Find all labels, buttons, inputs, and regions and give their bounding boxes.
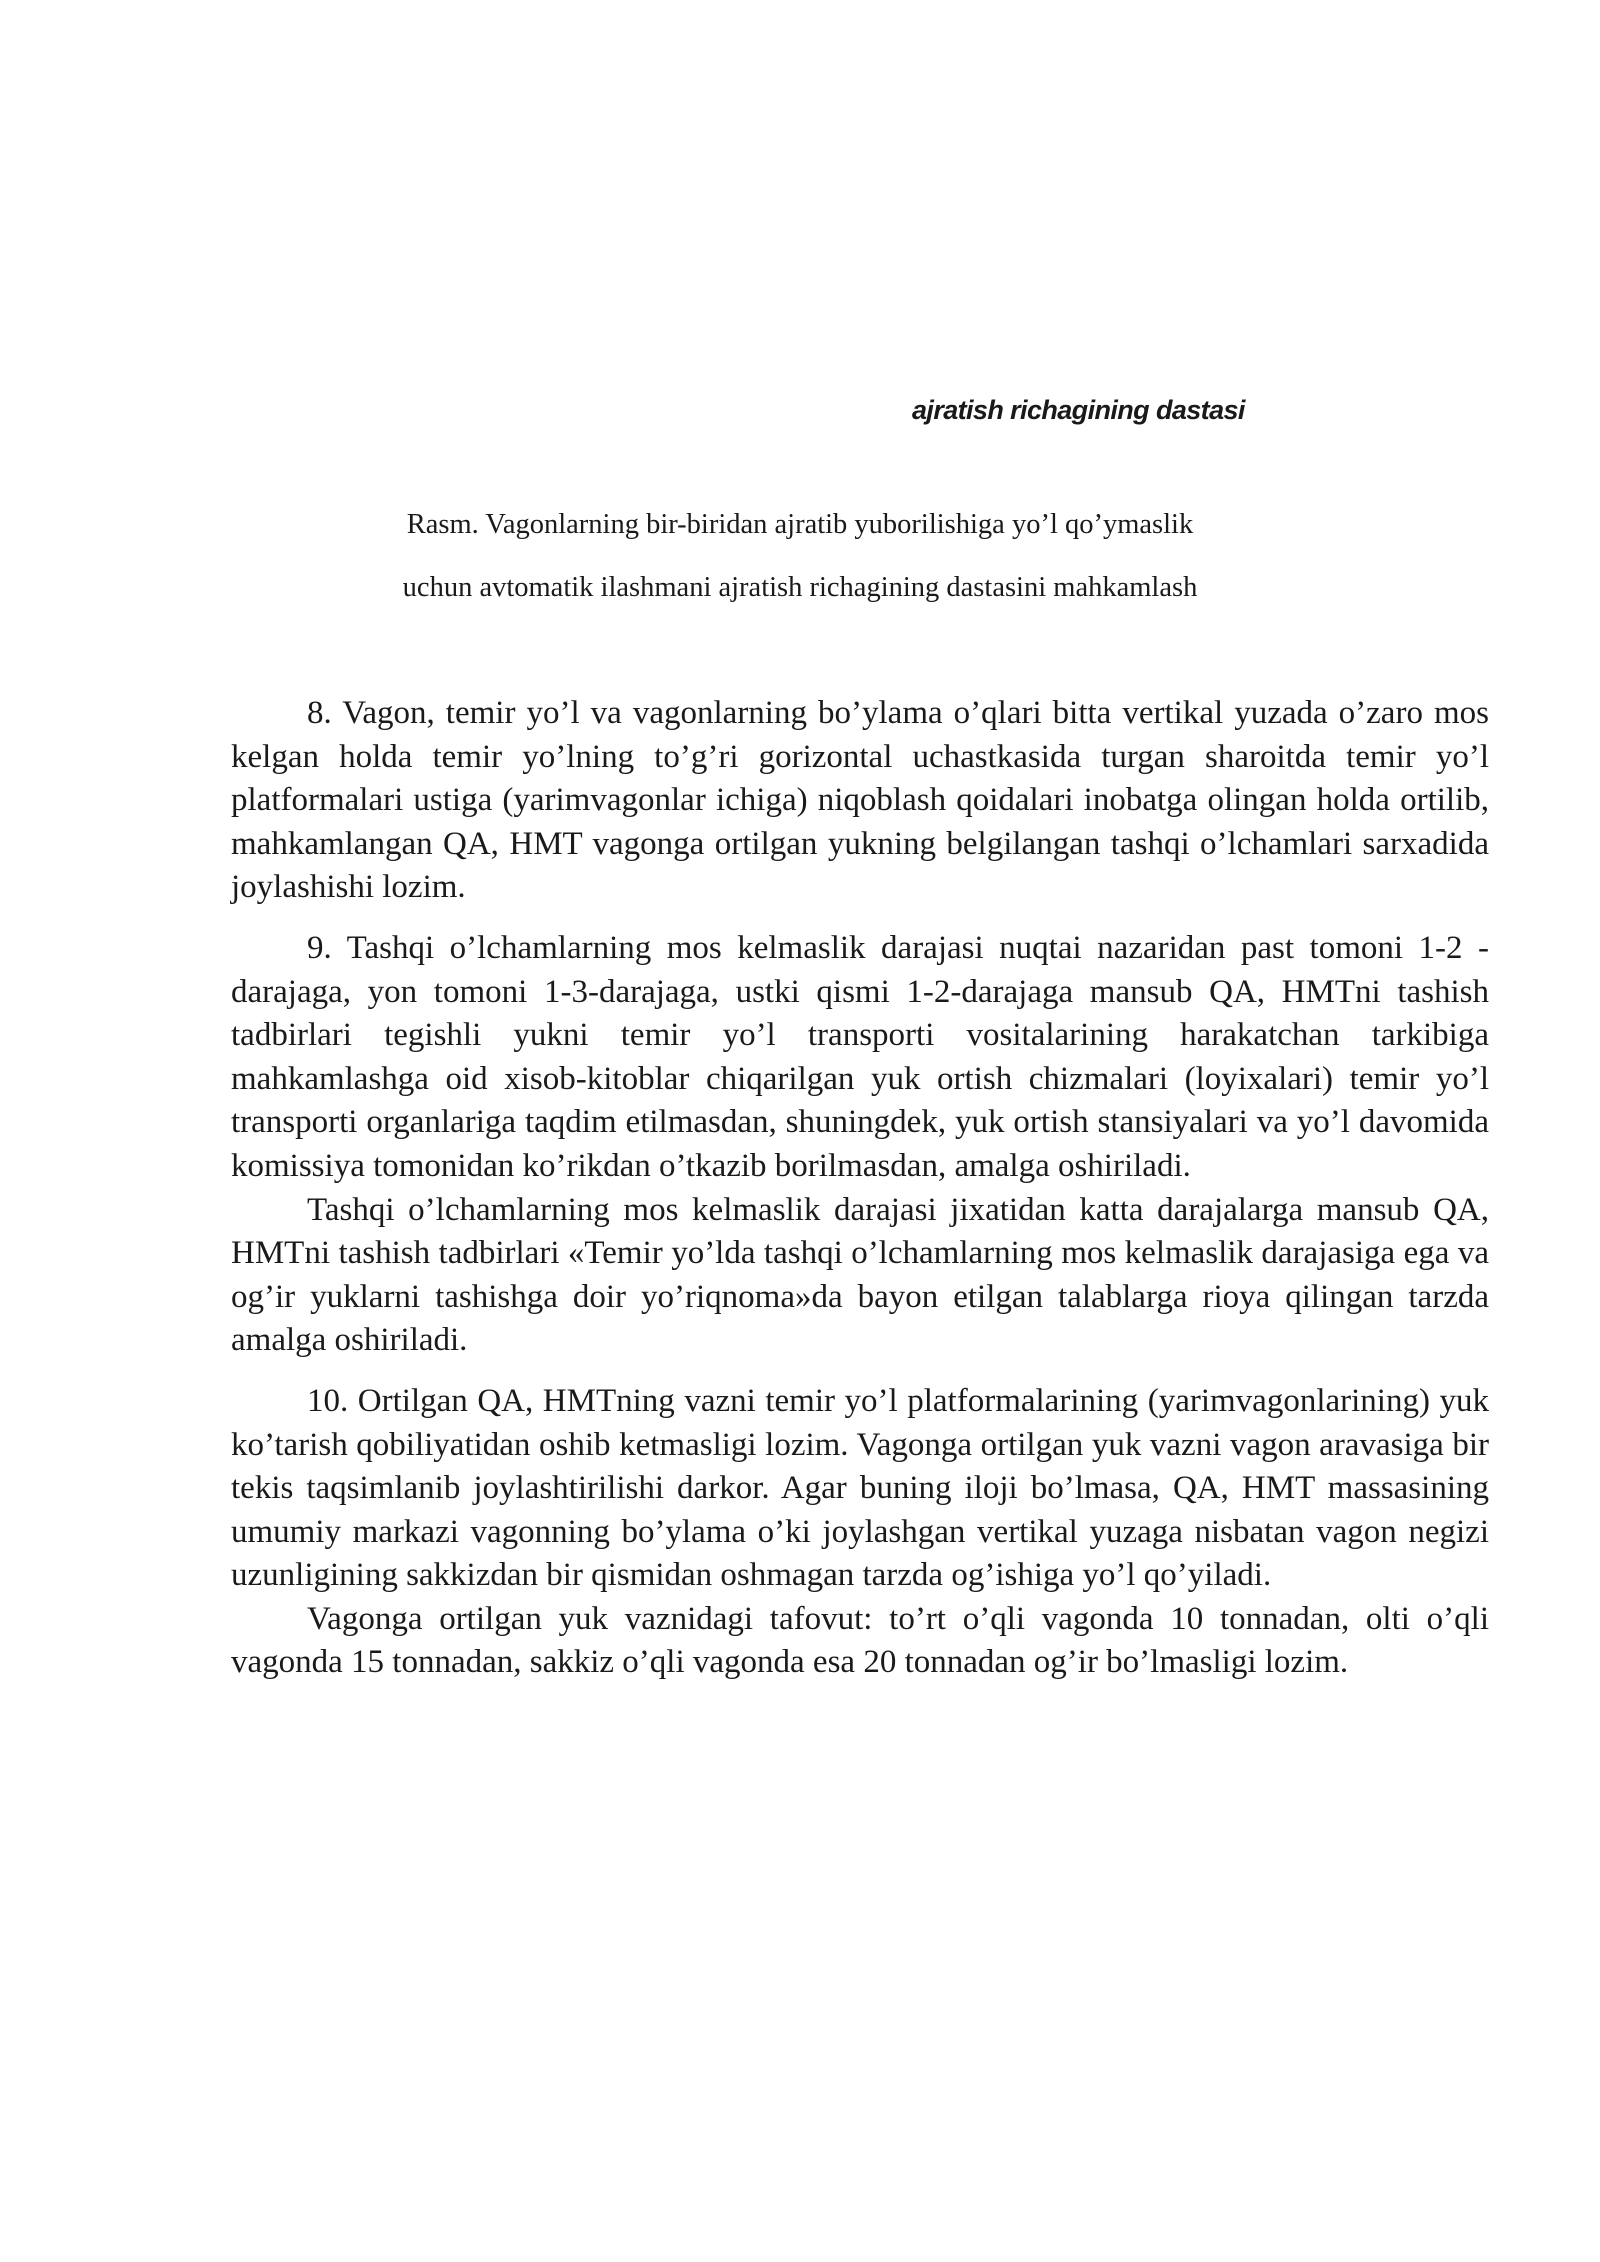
figure-caption-line-1: Rasm. Vagonlarning bir-biridan ajratib yuborilishiga yo’l qo’ymaslik: [406, 509, 1194, 540]
paragraph-8: 8. Vagon, temir yo’l va vagonlarning bo’ylama o’qlari bitta vertikal yuzada o’zaro mos kelgan holda temir yo’lning to’g’ri gorizontal uchastkasida turgan sharoitda temir yo’l platformalari ustiga (yarimvagonlar ichiga) niqoblash qoidalari inobatga olingan holda ortilib, mahkamlangan QA, HMT vagonga ortilgan yukning belgilangan tashqi o’lchamlari sarxadida joylashishi lozim.: [231, 695, 1489, 906]
body-text: [231, 692, 1489, 1685]
paragraph-9-continued: Tashqi o’lchamlarning mos kelmaslik darajasi jixatidan katta darajalarga mansub QA, HMTni tashish tadbirlari «Temir yo’lda tashqi o’lchamlarning mos kelmaslik darajasiga ega va og’ir yuklarni tashishga doir yo’riqnoma»da bayon etilgan talablarga rioya qilingan tarzda amalga oshiriladi.: [231, 1191, 1489, 1359]
figure-inset-label: ajratish richagining dastasi: [912, 395, 1245, 425]
figure-caption-line-2: uchun avtomatik ilashmani ajratish richagining dastasini mahkamlash: [402, 572, 1198, 603]
paragraph-9: 9. Tashqi o’lchamlarning mos kelmaslik darajasi nuqtai nazaridan past tomoni 1-2 - darajaga, yon tomoni 1-3-darajaga, ustki qismi 1-2-darajaga mansub QA, HMTni tashish tadbirlari tegishli yukni temir yo’l transporti vositalarining harakatchan tarkibiga mahkamlashga oid xisob-kitoblar chiqarilgan yuk ortish chizmalari (loyixalari) temir yo’l transporti organlariga taqdim etilmasdan, shuningdek, yuk ortish stansiyalari va yo’l davomida komissiya tomonidan ko’rikdan o’tkazib borilmasdan, amalga oshiriladi.: [231, 929, 1489, 1184]
paragraph-10: 10. Ortilgan QA, HMTning vazni temir yo’l platformalarining (yarimvagonlarining) yuk ko’tarish qobiliyatidan oshib ketmasligi lozim. Vagonga ortilgan yuk vazni vagon aravasiga bir tekis taqsimlanib joylashtirilishi darkor. Agar buning iloji bo’lmasa, QA, HMT massasining umumiy markazi vagonning bo’ylama o’ki joylashgan vertikal yuzaga nisbatan vagon negizi uzunligining sakkizdan bir qismidan oshmagan tarzda og’ishiga yo’l qo’yiladi.: [231, 1382, 1489, 1594]
paragraph-10-continued: Vagonga ortilgan yuk vaznidagi tafovut: to’rt o’qli vagonda 10 tonnadan, olti o’qli vagonda 15 tonnadan, sakkiz o’qli vagonda esa 20 tonnadan og’ir bo’lmasligi lozim.: [231, 1600, 1489, 1681]
figure-caption: [300, 493, 1300, 619]
